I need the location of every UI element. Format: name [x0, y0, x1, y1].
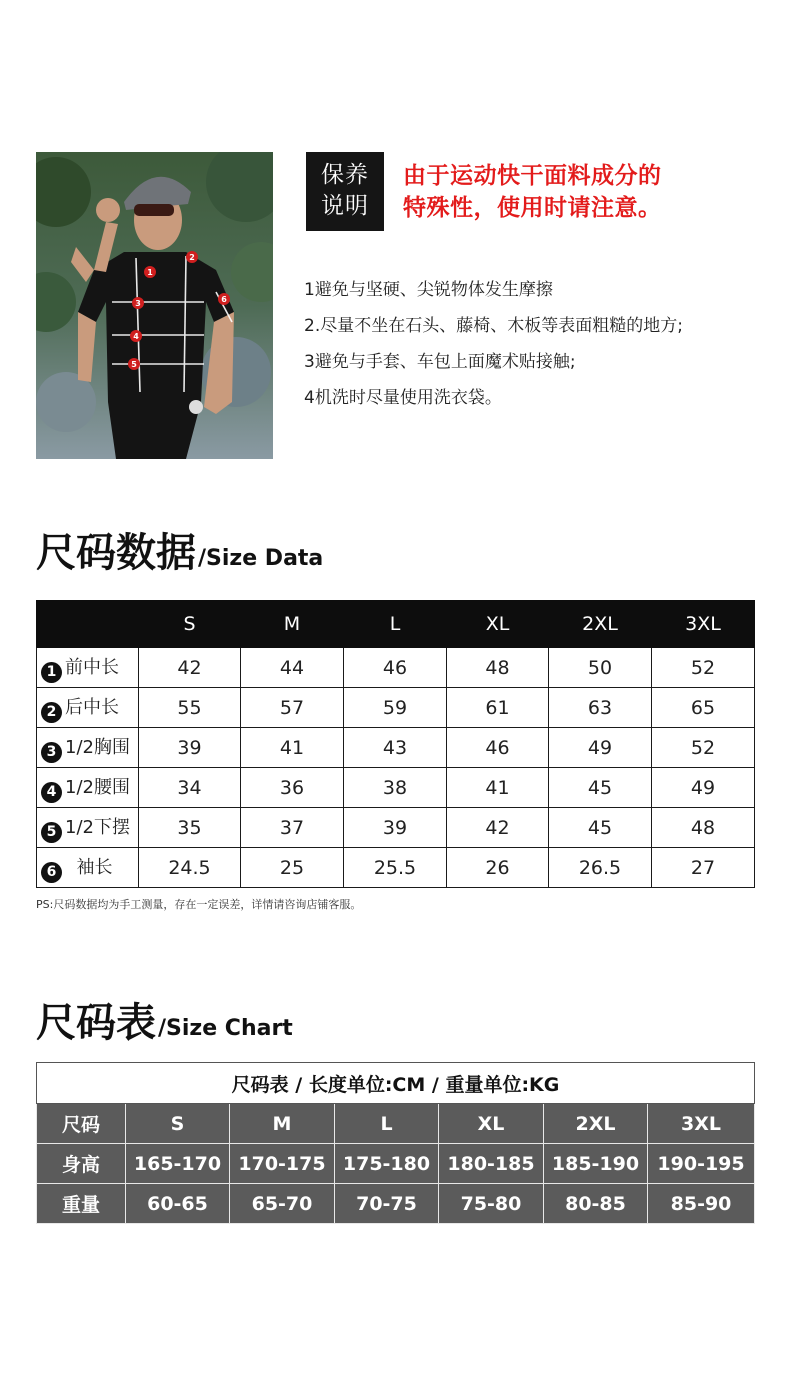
table-cell: 46	[344, 648, 447, 688]
size-column-header: 3XL	[652, 601, 755, 648]
table-row	[37, 688, 755, 728]
table-cell: 185-190	[544, 1144, 648, 1184]
table-cell: 175-180	[335, 1144, 439, 1184]
table-cell: 39	[344, 808, 447, 848]
table-row	[37, 728, 755, 768]
number-circle-icon: 4	[41, 782, 62, 803]
row-label	[37, 648, 139, 688]
table-cell: 65	[652, 688, 755, 728]
table-row	[37, 808, 755, 848]
number-circle-icon: 6	[41, 862, 62, 883]
row-label-text: 前中长	[65, 656, 119, 678]
row-label-text: 1/2胸围	[65, 736, 130, 758]
table-cell: 46	[447, 728, 549, 768]
size-chart-caption: 尺码表 / 长度单位:CM / 重量单位:KG	[37, 1063, 755, 1104]
table-cell: 75-80	[439, 1184, 544, 1224]
table-cell: 85-90	[648, 1184, 755, 1224]
care-item: 4机洗时尽量使用洗衣袋。	[304, 388, 502, 408]
table-cell: 41	[241, 728, 344, 768]
size-chart-caption-row	[37, 1063, 755, 1104]
number-circle-icon: 2	[41, 702, 62, 723]
table-cell: 65-70	[230, 1184, 335, 1224]
table-cell: 190-195	[648, 1144, 755, 1184]
size-column-header: L	[344, 601, 447, 648]
size-column-header: M	[241, 601, 344, 648]
care-instructions-list	[304, 272, 774, 416]
table-cell: 26.5	[549, 848, 652, 888]
photo-marker-4: 4	[133, 332, 139, 341]
care-item: 3避免与手套、车包上面魔术贴接触;	[304, 352, 576, 372]
table-cell: 35	[139, 808, 241, 848]
size-chart-title-en: /Size Chart	[158, 1016, 293, 1041]
table-cell: 42	[139, 648, 241, 688]
table-cell: 70-75	[335, 1184, 439, 1224]
table-cell: 49	[652, 768, 755, 808]
size-data-title-cn: 尺码数据	[36, 530, 196, 576]
measurement-note: PS:尺码数据均为手工测量，存在一定误差，详情请咨询店铺客服。	[36, 898, 362, 911]
table-cell: 25	[241, 848, 344, 888]
table-cell: 48	[447, 648, 549, 688]
table-cell: 60-65	[126, 1184, 230, 1224]
table-cell: 36	[241, 768, 344, 808]
table-row	[37, 1104, 755, 1144]
size-chart-title	[36, 1000, 293, 1046]
care-badge-line2: 说明	[321, 193, 369, 219]
table-cell: 63	[549, 688, 652, 728]
size-column-header: 3XL	[648, 1104, 755, 1144]
row-label	[37, 688, 139, 728]
care-headline-line2: 特殊性，使用时请注意。	[403, 195, 662, 221]
care-headline	[403, 160, 763, 224]
table-row	[37, 648, 755, 688]
row-label-text: 1/2下摆	[65, 816, 130, 838]
table-cell: 61	[447, 688, 549, 728]
table-row	[37, 768, 755, 808]
care-headline-line1: 由于运动快干面料成分的	[403, 163, 662, 189]
table-cell: 25.5	[344, 848, 447, 888]
table-cell: 39	[139, 728, 241, 768]
size-column-header: S	[126, 1104, 230, 1144]
table-cell: 165-170	[126, 1144, 230, 1184]
row-label: 重量	[37, 1184, 126, 1224]
cyclist-photo	[36, 152, 273, 459]
table-cell: 80-85	[544, 1184, 648, 1224]
table-cell: 38	[344, 768, 447, 808]
photo-marker-3: 3	[135, 299, 141, 308]
table-cell: 180-185	[439, 1144, 544, 1184]
row-label	[37, 848, 139, 888]
table-cell: 43	[344, 728, 447, 768]
size-column-header: XL	[447, 601, 549, 648]
table-cell: 49	[549, 728, 652, 768]
table-row	[37, 1144, 755, 1184]
number-circle-icon: 1	[41, 662, 62, 683]
size-chart-title-cn: 尺码表	[36, 1000, 156, 1046]
table-cell: 37	[241, 808, 344, 848]
table-cell: 48	[652, 808, 755, 848]
care-item: 2.尽量不坐在石头、藤椅、木板等表面粗糙的地方;	[304, 316, 683, 336]
number-circle-icon: 3	[41, 742, 62, 763]
size-data-header-row	[37, 601, 755, 648]
photo-marker-2: 2	[189, 253, 195, 262]
table-cell: 52	[652, 728, 755, 768]
care-badge	[306, 152, 384, 231]
size-chart-table	[36, 1062, 755, 1224]
size-data-title-en: /Size Data	[198, 546, 324, 571]
size-column-header: M	[230, 1104, 335, 1144]
table-cell: 59	[344, 688, 447, 728]
row-label: 身高	[37, 1144, 126, 1184]
table-cell: 57	[241, 688, 344, 728]
table-cell: 42	[447, 808, 549, 848]
table-cell: 170-175	[230, 1144, 335, 1184]
row-label: 尺码	[37, 1104, 126, 1144]
table-cell: 45	[549, 768, 652, 808]
table-row	[37, 848, 755, 888]
table-row	[37, 1184, 755, 1224]
table-cell: 26	[447, 848, 549, 888]
table-cell: 27	[652, 848, 755, 888]
size-column-header: XL	[439, 1104, 544, 1144]
row-label-text: 袖长	[76, 856, 113, 878]
size-column-header: 2XL	[549, 601, 652, 648]
care-badge-line1: 保养	[321, 162, 369, 188]
table-cell: 41	[447, 768, 549, 808]
size-column-header: S	[139, 601, 241, 648]
size-column-header: L	[335, 1104, 439, 1144]
number-circle-icon: 5	[41, 822, 62, 843]
table-cell: 50	[549, 648, 652, 688]
size-data-title	[36, 530, 323, 576]
care-item: 1避免与坚硬、尖锐物体发生摩擦	[304, 280, 553, 300]
table-cell: 24.5	[139, 848, 241, 888]
table-cell: 44	[241, 648, 344, 688]
table-cell: 45	[549, 808, 652, 848]
table-cell: 34	[139, 768, 241, 808]
header-empty-cell	[37, 601, 139, 648]
size-column-header: 2XL	[544, 1104, 648, 1144]
row-label	[37, 728, 139, 768]
table-cell: 55	[139, 688, 241, 728]
table-cell: 52	[652, 648, 755, 688]
size-data-table	[36, 600, 755, 888]
photo-marker-6: 6	[221, 295, 227, 304]
row-label-text: 1/2腰围	[65, 776, 130, 798]
row-label-text: 后中长	[65, 696, 119, 718]
photo-marker-5: 5	[131, 360, 137, 369]
photo-marker-1: 1	[147, 268, 153, 277]
row-label	[37, 768, 139, 808]
row-label	[37, 808, 139, 848]
